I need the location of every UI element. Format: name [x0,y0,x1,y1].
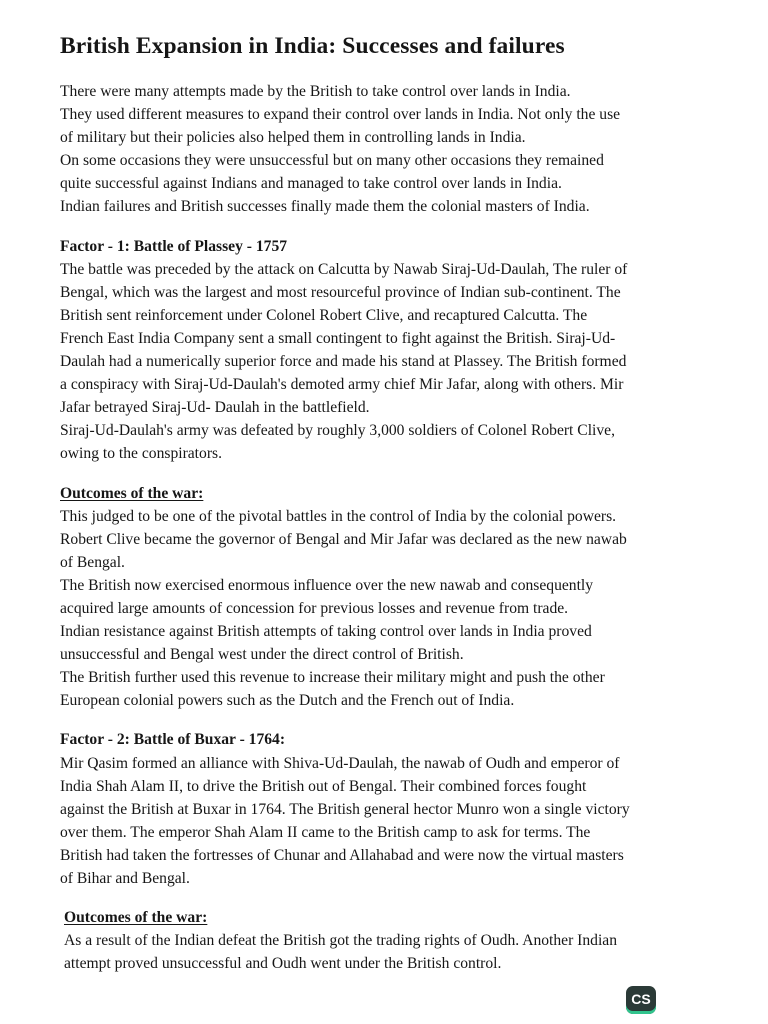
factor-2-line: Mir Qasim formed an alliance with Shiva-Ud-Daulah, the nawab of Oudh and emperor of [60,754,620,772]
document-page [60,30,730,991]
intro-line: There were many attempts made by the British to take control over lands in India. [60,83,571,100]
factor-2-line: British had taken the fortresses of Chunar and Allahabad and were now the virtual masters [60,846,624,864]
intro-paragraph [60,80,730,219]
factor-1-line: owing to the conspirators. [60,445,222,463]
factor-1-section [60,235,730,466]
factor-1-heading: Factor - 1: Battle of Plassey - 1757 [60,237,288,255]
factor-1-line: Bengal, which was the largest and most resourceful province of Indian sub-continent. The [60,283,621,301]
outcomes-1-line: European colonial powers such as the Dutch and the French out of India. [60,692,515,710]
factor-1-line: Daulah had a numerically superior force and made his stand at Plassey. The British formed [60,353,627,371]
outcomes-1-line: Robert Clive became the governor of Bengal and Mir Jafar was declared as the new nawab [60,530,627,548]
factor-1-line: a conspiracy with Siraj-Ud-Daulah's demoted army chief Mir Jafar, along with others. Mir [60,376,624,394]
outcomes-2-heading: Outcomes of the war: [64,909,208,927]
factor-2-heading: Factor - 2: Battle of Buxar - 1764: [60,731,286,749]
factor-1-line: Jafar betrayed Siraj-Ud- Daulah in the battlefield. [60,399,370,417]
outcomes-1-line: The British further used this revenue to increase their military might and push the other [60,669,605,687]
intro-line: On some occasions they were unsuccessful but on many other occasions they remained [60,152,604,170]
factor-1-line: The battle was preceded by the attack on Calcutta by Nawab Siraj-Ud-Daulah, The ruler of [60,260,628,278]
factor-1-line: Siraj-Ud-Daulah's army was defeated by roughly 3,000 soldiers of Colonel Robert Clive, [60,422,615,440]
outcomes-1-line: This judged to be one of the pivotal battles in the control of India by the colonial powers. [60,507,617,525]
outcomes-1-heading: Outcomes of the war: [60,484,204,502]
outcomes-1-line: The British now exercised enormous influence over the new nawab and consequently [60,576,594,594]
factor-2-line: over them. The emperor Shah Alam II came to the British camp to ask for terms. The [60,823,591,841]
factor-1-line: British sent reinforcement under Colonel Robert Clive, and recaptured Calcutta. The [60,306,588,324]
camscanner-logo-icon: CS [626,986,656,1014]
outcomes-1-line: Indian resistance against British attempts of taking control over lands in India proved [60,623,592,641]
factor-2-line: India Shah Alam II, to drive the British out of Bengal. Their combined forces fought [60,777,587,795]
page-title: British Expansion in India: Successes and failures [60,33,565,59]
intro-line: Indian failures and British successes finally made them the colonial masters of India. [60,198,590,216]
intro-line: quite successful against Indians and managed to take control over lands in India. [60,175,562,193]
intro-line: They used different measures to expand their control over lands in India. Not only the use [60,106,621,124]
factor-2-section [60,728,730,890]
outcomes-1-line: acquired large amounts of concession for previous losses and revenue from trade. [60,599,569,617]
intro-line: of military but their policies also helped them in controlling lands in India. [60,129,526,147]
outcomes-1-section [60,482,730,713]
factor-1-line: French East India Company sent a small contingent to fight against the British. Siraj-Ud- [60,329,616,347]
outcomes-1-line: unsuccessful and Bengal west under the direct control of British. [60,646,464,664]
outcomes-2-section [60,906,730,975]
outcomes-2-line: As a result of the Indian defeat the British got the trading rights of Oudh. Another Indian [64,932,618,950]
factor-2-line: of Bihar and Bengal. [60,870,190,887]
outcomes-1-line: of Bengal. [60,553,125,571]
factor-2-line: against the British at Buxar in 1764. The British general hector Munro won a single victory [60,800,630,818]
outcomes-2-line: attempt proved unsuccessful and Oudh went under the British control. [64,955,502,973]
